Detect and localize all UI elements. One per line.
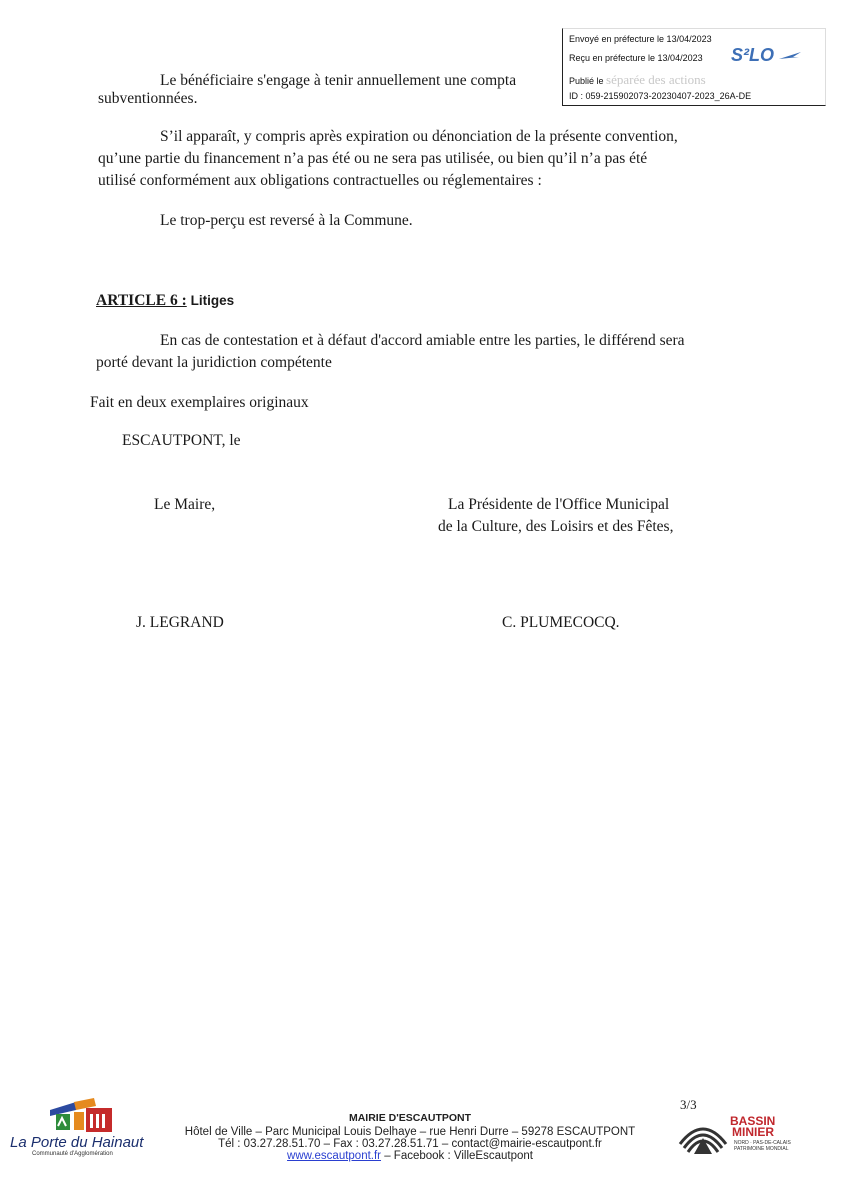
footer-contact: Tél : 03.27.28.51.70 – Fax : 03.27.28.51.71 – contact@mairie-escautpont.fr (218, 1138, 602, 1150)
porte-du-hainaut-emblem-icon (46, 1096, 126, 1136)
footer-block (160, 1112, 660, 1162)
article-title: Litiges (190, 293, 235, 308)
paragraph-2-line-3: utilisé conformément aux obligations contractuelles ou réglementaires : (98, 172, 542, 189)
president-role-line-2: de la Culture, des Loisirs et des Fêtes, (438, 518, 674, 535)
place-date: ESCAUTPONT, le (122, 432, 241, 449)
bassin-minier-sub-1: NORD · PAS-DE-CALAIS (734, 1140, 791, 1146)
bassin-minier-logo (678, 1112, 798, 1162)
footer-website-link[interactable]: www.escautpont.fr (287, 1150, 382, 1162)
paragraph-4-line-2: porté devant la juridiction compétente (96, 354, 332, 371)
stamp-id: ID : 059-215902073-20230407-2023_26A-DE (569, 91, 752, 101)
footer-social: – Facebook : VilleEscautpont (381, 1150, 533, 1162)
paragraph-2-line-2: qu’une partie du financement n’a pas été ou ne sera pas utilisée, ou bien qu’il n’a pas été (98, 150, 648, 167)
footer-org: MAIRIE D'ESCAUTPONT (348, 1112, 472, 1124)
stamp-faded-text: séparée des actions (606, 72, 706, 87)
stamp-received: Reçu en préfecture le 13/04/2023 (569, 53, 703, 63)
porte-du-hainaut-name: La Porte du Hainaut (10, 1134, 144, 1151)
footer-address: Hôtel de Ville – Parc Municipal Louis Delhaye – rue Henri Durre – 59278 ESCAUTPONT (184, 1126, 636, 1138)
president-role-line-1: La Présidente de l'Office Municipal (448, 496, 670, 513)
bassin-minier-emblem-icon (678, 1114, 728, 1158)
president-name: C. PLUMECOCQ. (502, 614, 620, 631)
s2lo-logo: S²LO (731, 45, 801, 66)
paragraph-2-line-1: S’il apparaît, y compris après expiration ou dénonciation de la présente convention, (160, 128, 678, 145)
page-number: 3/3 (680, 1097, 697, 1112)
paragraph-1-line-1: Le bénéficiaire s'engage à tenir annuellement une compta (160, 72, 517, 89)
paragraph-4-line-1: En cas de contestation et à défaut d'accord amiable entre les parties, le différend sera (160, 332, 685, 349)
bassin-minier-sub-2: PATRIMOINE MONDIAL (734, 1146, 789, 1152)
paragraph-3: Le trop-perçu est reversé à la Commune. (160, 212, 413, 229)
paragraph-1-line-2: subventionnées. (98, 90, 198, 107)
article-label: ARTICLE 6 : (96, 292, 187, 309)
prefecture-stamp (562, 28, 826, 106)
mayor-name: J. LEGRAND (136, 614, 224, 631)
bassin-minier-line-1: BASSIN (730, 1114, 776, 1128)
made-in-copies: Fait en deux exemplaires originaux (90, 394, 309, 411)
stamp-published: Publié le (569, 76, 604, 86)
bassin-minier-line-2: MINIER (732, 1125, 774, 1139)
mayor-role: Le Maire, (154, 496, 216, 513)
article-6-heading (96, 290, 234, 311)
porte-du-hainaut-subtitle: Communauté d'Agglomération (32, 1151, 113, 1157)
porte-du-hainaut-logo (10, 1096, 155, 1156)
s2lo-wing-icon (779, 51, 801, 61)
stamp-sent: Envoyé en préfecture le 13/04/2023 (569, 34, 712, 44)
